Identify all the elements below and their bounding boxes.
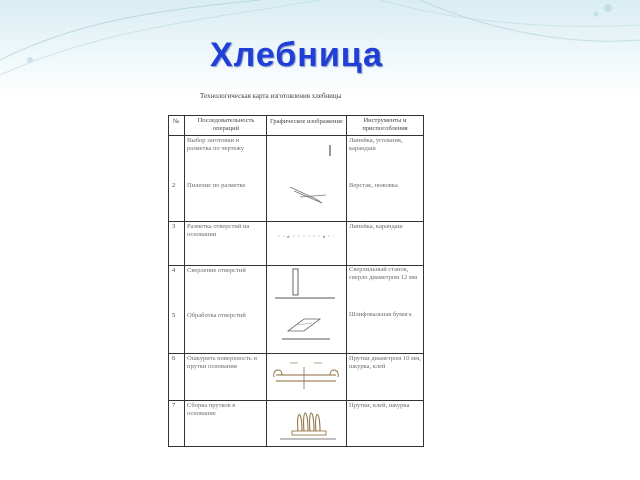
row-5-sanding-sketch <box>280 313 334 343</box>
row-6-rods-sketch <box>268 355 344 395</box>
slide-title: Хлебница <box>210 36 383 74</box>
row-3-operation: Разметка отверстий на основании <box>187 223 250 238</box>
row-4-number: 4 <box>172 267 176 274</box>
row-2-number: 2 <box>172 182 176 189</box>
row-7-tools: Прутки, клей, шкурка <box>349 402 410 409</box>
row-3-number: 3 <box>172 223 176 230</box>
header-number: № <box>173 118 180 125</box>
row-7-bread-box-sketch <box>276 403 342 443</box>
header-tools: Инструменты и приспособления <box>362 117 408 132</box>
row-6-operation: Ошкурить поверхность и прутки основания <box>187 355 258 370</box>
row-2-tools: Верстак, ножовка <box>349 182 398 189</box>
technology-card-table <box>168 115 424 447</box>
row-6-tools: Прутки диаметром 10 мм, шкурка, клей <box>349 355 421 370</box>
row-5-operation: Обработка отверстий <box>187 312 246 319</box>
row-2-saw-sketch <box>286 181 330 207</box>
row-4-operation: Сверление отверстий <box>187 267 246 274</box>
row-3-tools: Линейка, карандаш <box>349 223 403 230</box>
row-5-tools: Шлифовальная бумага <box>349 311 412 318</box>
row-3-marking-sketch <box>276 231 336 243</box>
row-5-number: 5 <box>172 312 176 319</box>
row-1-sketch <box>326 145 336 157</box>
document-subtitle: Технологическая карта изготовления хлебницы <box>200 92 342 100</box>
row-7-number: 7 <box>172 402 176 409</box>
row-2-operation: Пиление по разметке <box>187 182 246 189</box>
header-graphic: Графическое изображение <box>270 118 343 125</box>
row-1-tools: Линейка, угольник, карандаш <box>349 137 403 152</box>
header-operations: Последовательность операций <box>197 117 255 132</box>
row-4-drill-sketch <box>273 267 343 301</box>
row-4-tools: Сверлильный станок, сверло диаметром 12 мм <box>349 266 418 281</box>
row-1-operation: Выбор заготовки и разметка по чертежу <box>187 137 245 152</box>
row-7-operation: Сборка прутков в основание <box>187 402 236 417</box>
row-6-number: 6 <box>172 355 176 362</box>
